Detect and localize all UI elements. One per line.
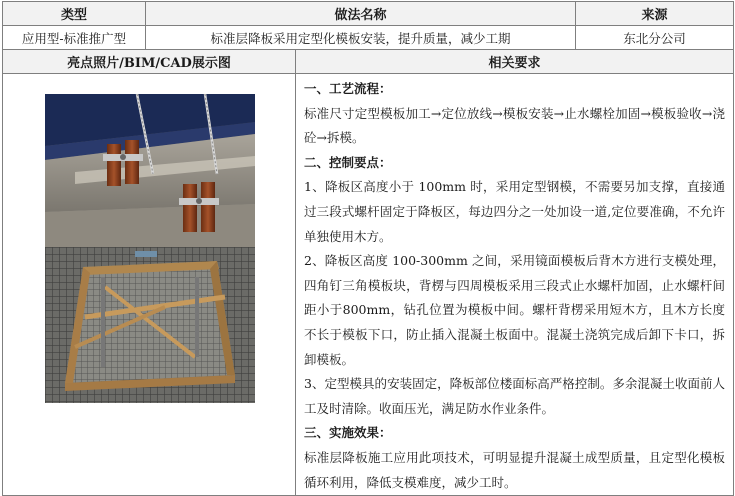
type-header: 类型	[3, 2, 146, 26]
method-value: 标准层降板采用定型化模板安装，提升质量，减少工期	[146, 26, 576, 50]
source-value: 东北分公司	[576, 26, 734, 50]
effect-text: 标准层降板施工应用此项技术，可明显提升混凝土成型质量，且定型化模板循环利用，降低支模难度，减少工时。	[304, 449, 726, 490]
bim-formwork-render	[45, 94, 255, 247]
method-sheet	[2, 1, 734, 496]
photo-section-header: 亮点照片/BIM/CAD展示图	[3, 50, 296, 74]
method-header: 做法名称	[146, 2, 576, 26]
control-point-2: 2、降板区高度 100-300mm 之间，采用镜面模板后背木方进行支模处理，四角钉三角模板块，背楞与四周模板采用三段式止水螺杆加固，止水螺杆间距小于800mm，钻孔位置为模板中间。螺杆背楞采用短木方，且木方长度不长于模板下口，防止插入混凝土板面中。混凝土浇筑完成后卸下卡口，拆卸模板。	[304, 253, 726, 367]
requirements-section-header: 相关要求	[296, 50, 734, 74]
process-text: 标准尺寸定型模板加工→定位放线→模板安装→止水螺栓加固→模板验收→浇砼→拆模。	[304, 105, 726, 146]
type-value: 应用型-标准推广型	[3, 26, 146, 50]
control-point-1: 1、降板区高度小于 100mm 时，采用定型钢模，不需要另加支撑，直接通过三段式螺杆固定于降板区，每边四分之一处加设一道,定位要准确，不允许单独使用木方。	[304, 179, 726, 244]
control-point-3: 3、定型模具的安装固定，降板部位楼面标高严格控制。多余混凝土收面前人工及时清除。收面压光，满足防水作业条件。	[304, 376, 726, 416]
source-header: 来源	[576, 2, 734, 26]
photo-cell	[3, 74, 296, 496]
site-formwork-photo	[45, 247, 255, 403]
process-title: 一、工艺流程：	[304, 81, 392, 96]
requirements-cell	[296, 74, 734, 496]
control-title: 二、控制要点：	[304, 154, 392, 170]
effect-title: 三、实施效果：	[304, 425, 392, 441]
